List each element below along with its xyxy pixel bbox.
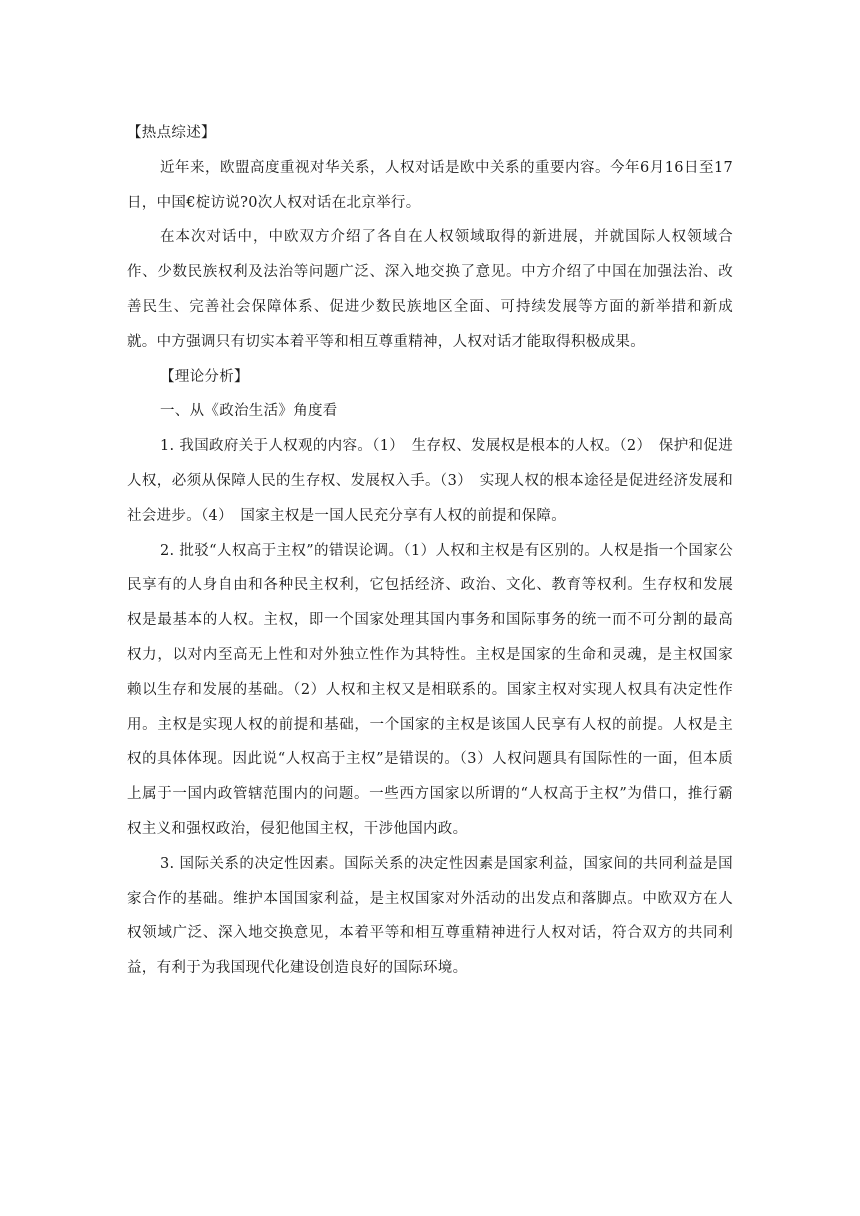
section-heading-hotspot-summary: 【热点综述】: [127, 125, 216, 141]
point-1-human-rights-view: 1. 我国政府关于人权观的内容。（1） 生存权、发展权是根本的人权。（2） 保护和促进人权，必须从保障人民的生存权、发展权入手。（3） 实现人权的根本途径是促进经济发展和社会进步。（4） 国家主权是一国人民充分享有人权的前提和保障。: [127, 438, 733, 524]
point-2-refute-human-rights-over-sovereignty: 2. 批驳“人权高于主权”的错误论调。（1）人权和主权是有区别的。人权是指一个国家公民享有的人身自由和各种民主权利，它包括经济、政治、文化、教育等权利。生存权和发展权是最基本的人权。主权，即一个国家处理其国内事务和国际事务的统一而不可分割的最高权力，以对内至高无上性和对外独立性作为其特性。主权是国家的生命和灵魂，是主权国家赖以生存和发展的基础。（2）人权和主权又是相联系的。国家主权对实现人权具有决定性作用。主权是实现人权的前提和基础，一个国家的主权是该国人民享有人权的前提。人权是主权的具体体现。因此说“人权高于主权”是错误的。（3）人权问题具有国际性的一面，但本质上属于一国内政管辖范围内的问题。一些西方国家以所谓的“人权高于主权”为借口，推行霸权主义和强权政治，侵犯他国主权，干涉他国内政。: [127, 542, 733, 837]
section-heading-theory-analysis: 【理论分析】: [160, 368, 249, 385]
document-body: [127, 116, 733, 986]
point-3-international-relations-factor: 3. 国际关系的决定性因素。国际关系的决定性因素是国家利益，国家间的共同利益是国家合作的基础。维护本国国家利益，是主权国家对外活动的出发点和落脚点。中欧双方在人权领域广泛、深入地交换意见，本着平等和相互尊重精神进行人权对话，符合双方的共同利益，有利于为我国现代化建设创造良好的国际环境。: [127, 855, 733, 977]
paragraph-dialogue: 在本次对话中，中欧双方介绍了各自在人权领域取得的新进展，并就国际人权领域合作、少数民族权利及法治等问题广泛、深入地交换了意见。中方介绍了中国在加强法治、改善民生、完善社会保障体系、促进少数民族地区全面、可持续发展等方面的新举措和新成就。中方强调只有切实本着平等和相互尊重精神，人权对话才能取得积极成果。: [127, 229, 733, 350]
subsection-heading-political-life: 一、从《政治生活》角度看: [160, 403, 338, 420]
paragraph-intro: 近年来，欧盟高度重视对华关系，人权对话是欧中关系的重要内容。今年6月16日至17日，中国€椗访说?0次人权对话在北京举行。: [127, 159, 733, 211]
